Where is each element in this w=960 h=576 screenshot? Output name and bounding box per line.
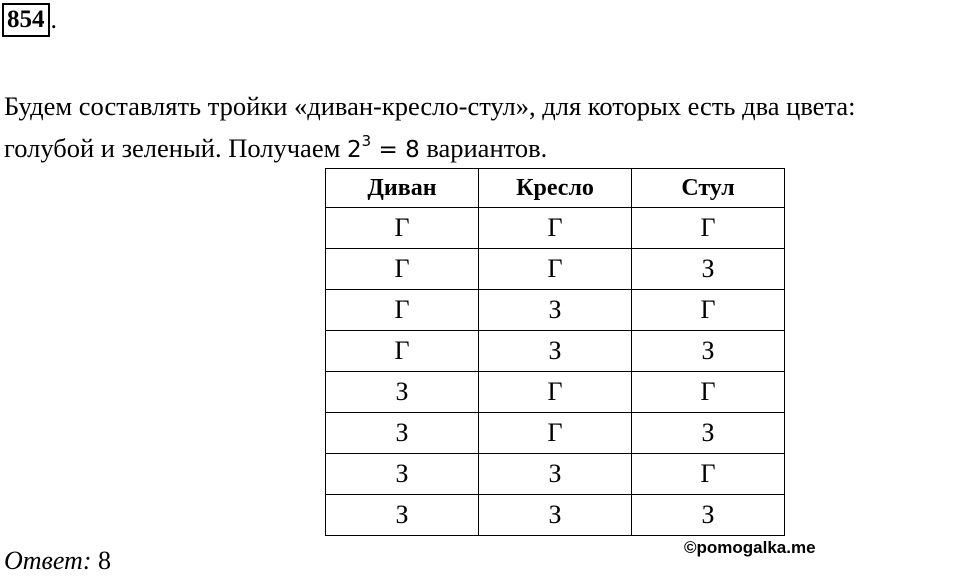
- problem-text-line-1: Будем составлять тройки «диван-кресло-стул», для которых есть два цвета:: [4, 91, 856, 121]
- table-cell: З: [326, 413, 479, 454]
- table-cell: Г: [632, 454, 785, 495]
- table-cell: Г: [326, 290, 479, 331]
- problem-number-box: 854: [2, 3, 50, 37]
- header-kreslo: Кресло: [479, 169, 632, 208]
- table-cell: З: [479, 331, 632, 372]
- table-row: [326, 413, 785, 454]
- formula-equation: = 8: [371, 137, 420, 163]
- line2-prefix: голубой и зеленый. Получаем: [4, 133, 347, 163]
- table-row: [326, 249, 785, 290]
- table-cell: З: [479, 454, 632, 495]
- table-cell: Г: [632, 290, 785, 331]
- table-row: [326, 331, 785, 372]
- table-cell: Г: [326, 249, 479, 290]
- watermark: ©pomogalka.me: [684, 538, 816, 557]
- header-divan: Диван: [326, 169, 479, 208]
- answer-label: Ответ:: [4, 546, 92, 575]
- table-cell: Г: [326, 331, 479, 372]
- table-cell: З: [326, 495, 479, 536]
- table-cell: Г: [632, 372, 785, 413]
- table-cell: З: [479, 495, 632, 536]
- table-header-row: [326, 169, 785, 208]
- problem-number: [2, 4, 57, 36]
- table-cell: Г: [479, 372, 632, 413]
- problem-number-dot: .: [50, 5, 57, 34]
- table-row: [326, 372, 785, 413]
- answer: [4, 546, 111, 576]
- combinations-table: [325, 168, 785, 536]
- table-cell: Г: [479, 208, 632, 249]
- line2-suffix: вариантов.: [419, 133, 548, 163]
- table-row: [326, 454, 785, 495]
- answer-value: 8: [97, 546, 111, 575]
- formula-exponent: 3: [361, 132, 372, 150]
- table-cell: Г: [479, 249, 632, 290]
- formula: [346, 132, 420, 163]
- table-cell: З: [326, 454, 479, 495]
- table-cell: З: [632, 413, 785, 454]
- table-cell: З: [632, 331, 785, 372]
- table-cell: З: [632, 495, 785, 536]
- problem-text-line-2: [4, 132, 547, 166]
- table-cell: З: [632, 249, 785, 290]
- table-row: [326, 208, 785, 249]
- table-cell: Г: [479, 413, 632, 454]
- table-row: [326, 495, 785, 536]
- formula-base: 2: [346, 137, 362, 163]
- table-cell: Г: [632, 208, 785, 249]
- table-cell: З: [326, 372, 479, 413]
- table-row: [326, 290, 785, 331]
- header-stul: Стул: [632, 169, 785, 208]
- table-cell: З: [479, 290, 632, 331]
- table-cell: Г: [326, 208, 479, 249]
